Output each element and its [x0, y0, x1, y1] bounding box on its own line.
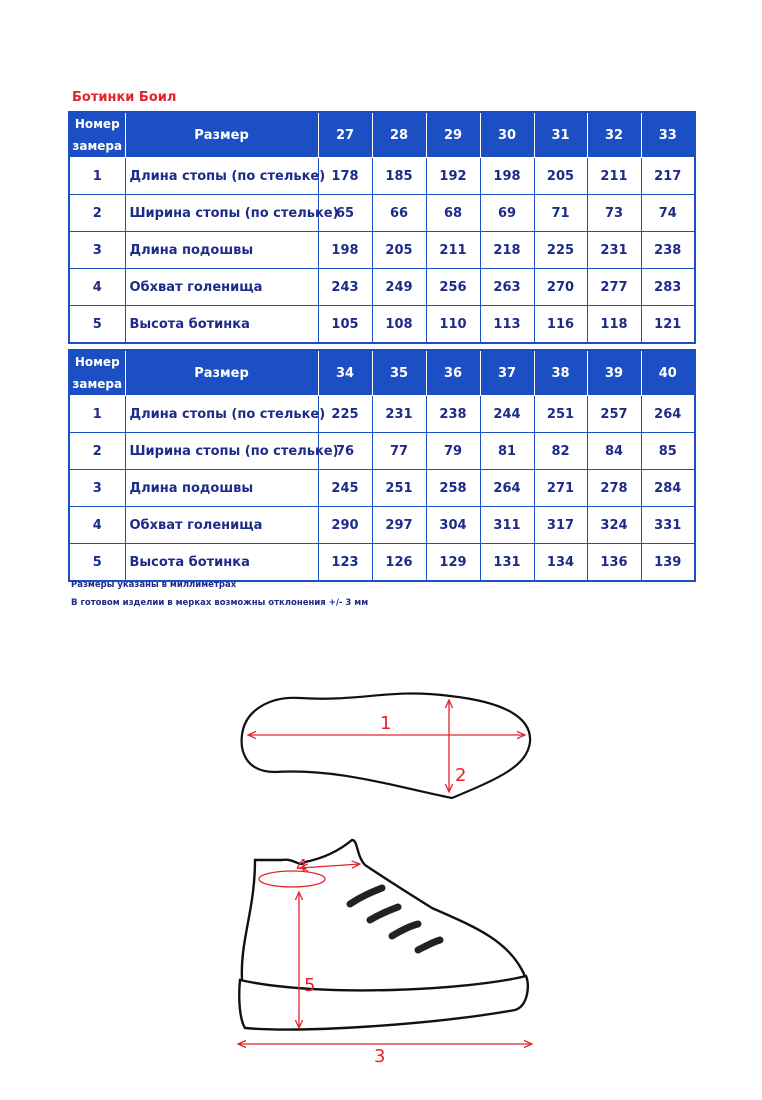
table-cell: 198 — [318, 232, 372, 269]
table-cell: 198 — [480, 158, 534, 195]
table-cell: 126 — [372, 544, 426, 582]
table-cell: 263 — [480, 269, 534, 306]
table-cell: 139 — [641, 544, 695, 582]
measure-number-header: Номер замера — [69, 350, 125, 396]
measure-name: Длина стопы (по стельке) — [125, 158, 318, 195]
measure-number: 2 — [69, 195, 125, 232]
table-row — [69, 470, 695, 507]
table-header-row — [69, 350, 695, 396]
table-cell: 205 — [534, 158, 587, 195]
size-table-1 — [68, 111, 696, 344]
measure-number: 5 — [69, 544, 125, 582]
table-cell: 271 — [534, 470, 587, 507]
table-cell: 65 — [318, 195, 372, 232]
size-column-header: 38 — [534, 350, 587, 396]
label-5: 5 — [304, 975, 316, 996]
measure-name: Ширина стопы (по стельке) — [125, 433, 318, 470]
table-cell: 74 — [641, 195, 695, 232]
measure-number: 3 — [69, 470, 125, 507]
table-cell: 256 — [426, 269, 480, 306]
size-header: Размер — [125, 350, 318, 396]
measure-number: 1 — [69, 396, 125, 433]
size-table-2 — [68, 349, 696, 582]
table-cell: 244 — [480, 396, 534, 433]
table-cell: 129 — [426, 544, 480, 582]
table-cell: 264 — [480, 470, 534, 507]
table-row — [69, 232, 695, 269]
table-cell: 324 — [587, 507, 641, 544]
table-cell: 211 — [587, 158, 641, 195]
measure-number: 1 — [69, 158, 125, 195]
table-cell: 134 — [534, 544, 587, 582]
label-3: 3 — [374, 1046, 386, 1067]
measure-name: Обхват голенища — [125, 507, 318, 544]
size-column-header: 30 — [480, 112, 534, 158]
measure-number: 4 — [69, 507, 125, 544]
table-row — [69, 269, 695, 306]
table-cell: 66 — [372, 195, 426, 232]
size-column-header: 31 — [534, 112, 587, 158]
table-cell: 297 — [372, 507, 426, 544]
size-column-header: 39 — [587, 350, 641, 396]
measure-name: Ширина стопы (по стельке) — [125, 195, 318, 232]
table-cell: 81 — [480, 433, 534, 470]
boot-illustration — [239, 840, 528, 1029]
table-cell: 311 — [480, 507, 534, 544]
table-cell: 113 — [480, 306, 534, 344]
table-cell: 290 — [318, 507, 372, 544]
page-title: Ботинки Боил — [72, 90, 177, 105]
size-column-header: 37 — [480, 350, 534, 396]
table-cell: 76 — [318, 433, 372, 470]
measure-number: 3 — [69, 232, 125, 269]
table-cell: 251 — [534, 396, 587, 433]
table-cell: 84 — [587, 433, 641, 470]
table-cell: 77 — [372, 433, 426, 470]
table-cell: 278 — [587, 470, 641, 507]
table-cell: 270 — [534, 269, 587, 306]
table-cell: 238 — [641, 232, 695, 269]
table-cell: 105 — [318, 306, 372, 344]
measurement-diagram — [0, 680, 762, 1100]
size-column-header: 29 — [426, 112, 480, 158]
table-header-row — [69, 112, 695, 158]
table-cell: 123 — [318, 544, 372, 582]
table-cell: 73 — [587, 195, 641, 232]
table-cell: 108 — [372, 306, 426, 344]
tolerance-note: В готовом изделии в мерках возможны отклонения +/- 3 мм — [71, 598, 369, 608]
size-column-header: 32 — [587, 112, 641, 158]
table-cell: 85 — [641, 433, 695, 470]
table-row — [69, 544, 695, 582]
table-row — [69, 507, 695, 544]
table-cell: 131 — [480, 544, 534, 582]
size-column-header: 35 — [372, 350, 426, 396]
table-cell: 331 — [641, 507, 695, 544]
measure-name: Длина подошвы — [125, 232, 318, 269]
table-cell: 116 — [534, 306, 587, 344]
table-cell: 69 — [480, 195, 534, 232]
table-cell: 218 — [480, 232, 534, 269]
table-cell: 231 — [372, 396, 426, 433]
table-cell: 249 — [372, 269, 426, 306]
table-cell: 284 — [641, 470, 695, 507]
table-cell: 317 — [534, 507, 587, 544]
table-cell: 251 — [372, 470, 426, 507]
table-cell: 185 — [372, 158, 426, 195]
measure-name: Высота ботинка — [125, 544, 318, 582]
table-cell: 277 — [587, 269, 641, 306]
size-column-header: 40 — [641, 350, 695, 396]
measure-number: 4 — [69, 269, 125, 306]
size-column-header: 34 — [318, 350, 372, 396]
table-cell: 68 — [426, 195, 480, 232]
table-cell: 79 — [426, 433, 480, 470]
table-cell: 82 — [534, 433, 587, 470]
label-4: 4 — [296, 856, 308, 877]
table-cell: 110 — [426, 306, 480, 344]
size-column-header: 36 — [426, 350, 480, 396]
table-cell: 211 — [426, 232, 480, 269]
table-cell: 264 — [641, 396, 695, 433]
table-cell: 118 — [587, 306, 641, 344]
table-row — [69, 158, 695, 195]
table-cell: 257 — [587, 396, 641, 433]
table-cell: 225 — [534, 232, 587, 269]
table-cell: 71 — [534, 195, 587, 232]
units-note: Размеры указаны в миллиметрах — [71, 580, 237, 590]
label-2: 2 — [455, 765, 467, 786]
table-row — [69, 306, 695, 344]
table-cell: 243 — [318, 269, 372, 306]
table-row — [69, 195, 695, 232]
measure-name: Длина стопы (по стельке) — [125, 396, 318, 433]
table-cell: 304 — [426, 507, 480, 544]
table-cell: 238 — [426, 396, 480, 433]
table-cell: 258 — [426, 470, 480, 507]
table-cell: 217 — [641, 158, 695, 195]
table-cell: 245 — [318, 470, 372, 507]
size-header: Размер — [125, 112, 318, 158]
measure-name: Обхват голенища — [125, 269, 318, 306]
table-cell: 283 — [641, 269, 695, 306]
measure-number: 5 — [69, 306, 125, 344]
table-cell: 225 — [318, 396, 372, 433]
measure-number: 2 — [69, 433, 125, 470]
measure-number-header: Номер замера — [69, 112, 125, 158]
table-cell: 136 — [587, 544, 641, 582]
table-row — [69, 396, 695, 433]
measure-name: Высота ботинка — [125, 306, 318, 344]
measure-name: Длина подошвы — [125, 470, 318, 507]
table-cell: 121 — [641, 306, 695, 344]
table-cell: 205 — [372, 232, 426, 269]
size-column-header: 33 — [641, 112, 695, 158]
insole-outline — [242, 693, 530, 798]
label-1: 1 — [380, 713, 392, 734]
size-column-header: 28 — [372, 112, 426, 158]
table-cell: 231 — [587, 232, 641, 269]
table-row — [69, 433, 695, 470]
size-column-header: 27 — [318, 112, 372, 158]
table-cell: 178 — [318, 158, 372, 195]
table-cell: 192 — [426, 158, 480, 195]
